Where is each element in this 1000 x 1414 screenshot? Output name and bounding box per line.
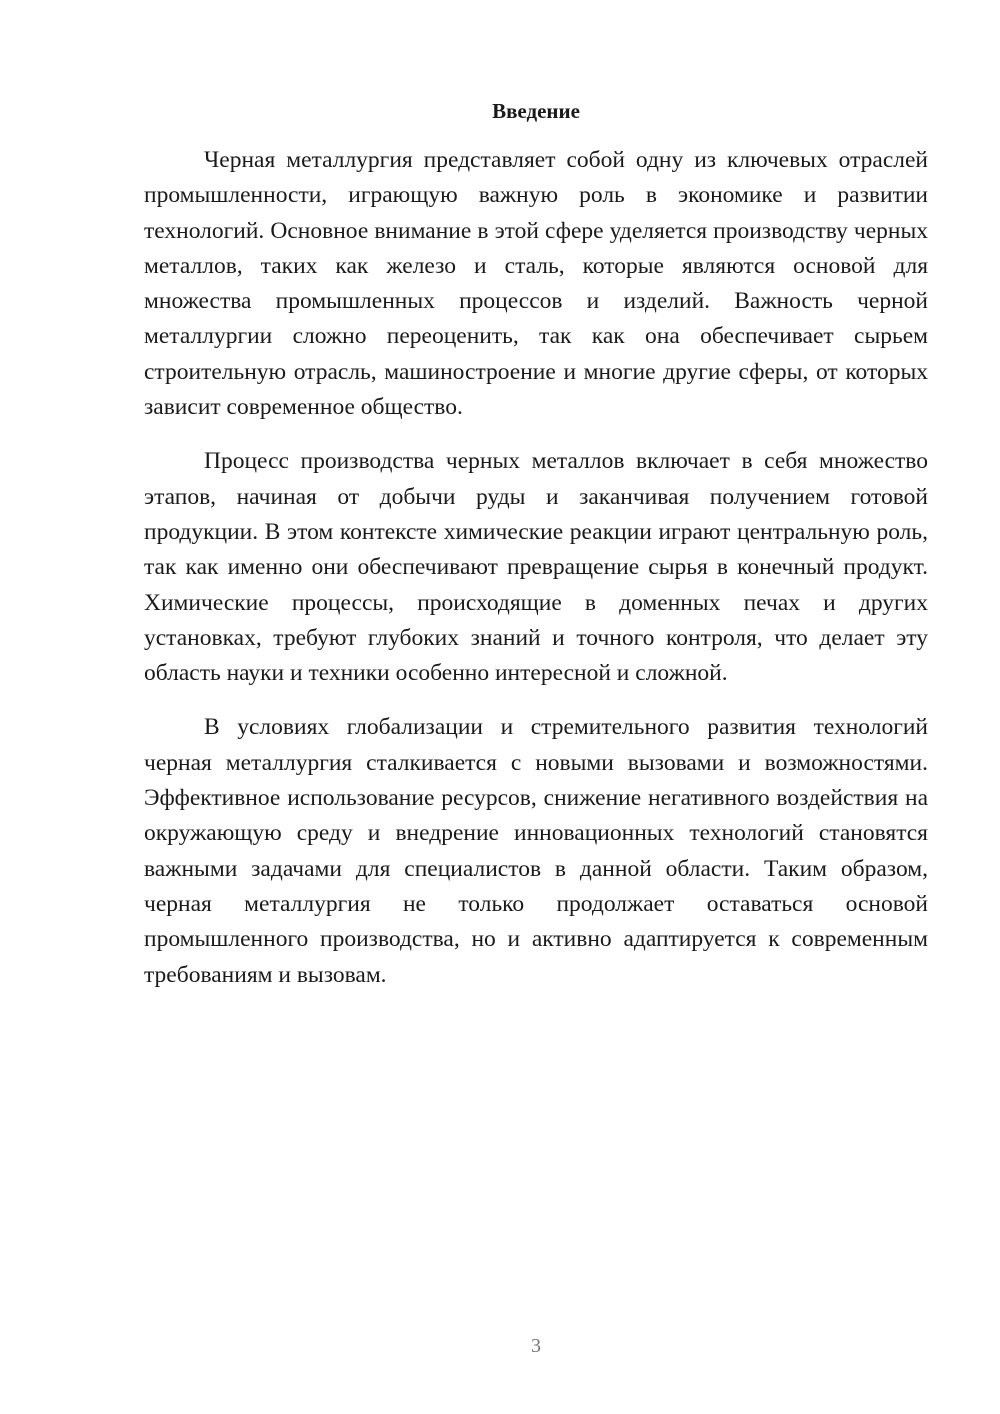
paragraph-1: Черная металлургия представляет собой одну из ключевых отраслей промышленности, играющую важную роль в экономике и развитии технологий. Основное внимание в этой сфере уделяется производству черных металлов, таких как железо и сталь, которые являются основой для множества промышленных процессов и изделий. Важность черной металлургии сложно переоценить, так как она обеспечивает сырьем строительную отрасль, машиностроение и многие другие сферы, от которых зависит современное общество.: [144, 147, 928, 421]
paragraph-3: В условиях глобализации и стремительного развития технологий черная металлургия сталкивается с новыми вызовами и возможностями. Эффективное использование ресурсов, снижение негативного воздействия на окружающую среду и внедрение инновационных технологий становятся важными задачами для специалистов в данной области. Таким образом, черная металлургия не только продолжает оставаться основой промышленного производства, но и активно адаптируется к современным требованиям и вызовам.: [144, 714, 928, 988]
page-content: [144, 94, 928, 1012]
paragraph-2: Процесс производства черных металлов включает в себя множество этапов, начиная от добычи руды и заканчивая получением готовой продукции. В этом контексте химические реакции играют центральную роль, так как именно они обеспечивают превращение сырья в конечный продукт. Химические процессы, происходящие в доменных печах и других установках, требуют глубоких знаний и точного контроля, что делает эту область науки и техники особенно интересной и сложной.: [144, 448, 928, 687]
section-title: Введение: [492, 99, 580, 123]
page-number: 3: [531, 1335, 541, 1357]
